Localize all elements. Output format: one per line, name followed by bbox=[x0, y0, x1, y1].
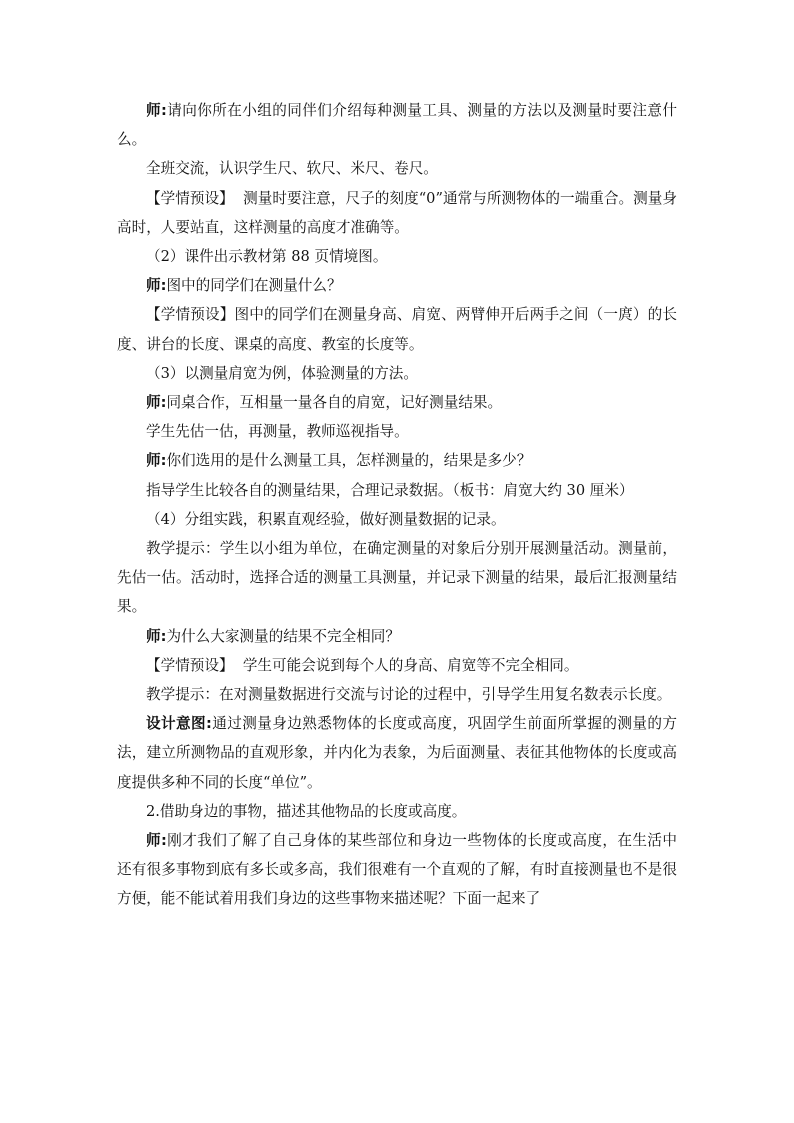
paragraph-text: 学生先估一估，再测量，教师巡视指导。 bbox=[146, 423, 409, 441]
paragraph-text: 请向你所在小组的同伴们介绍每种测量工具、测量的方法以及测量时要注意什么。 bbox=[117, 102, 677, 149]
speaker-label: 设计意图: bbox=[146, 715, 212, 733]
paragraph-text: 图中的同学们在测量什么？ bbox=[166, 277, 342, 295]
speaker-label: 师: bbox=[146, 102, 167, 119]
paragraph-text: 通过测量身边熟悉物体的长度或高度，巩固学生前面所掌握的测量的方法，建立所测物品的直观形象，并内化为表象，为后面测量、表征其他物体的长度或高度提供多种不同的长度“单位”。 bbox=[117, 715, 677, 791]
paragraph-text: 为什么大家测量的结果不完全相同？ bbox=[166, 627, 400, 645]
paragraph-text: 教学提示：在对测量数据进行交流与讨论的过程中，引导学生用复名数表示长度。 bbox=[146, 686, 672, 704]
speaker-label: 师: bbox=[146, 277, 167, 295]
paragraph bbox=[117, 622, 677, 651]
paragraph-text: 【学情预设】 测量时要注意，尺子的刻度“0”通常与所测物体的一端重合。测量身高时，人要站直，这样测量的高度才准确等。 bbox=[117, 189, 677, 236]
document-page bbox=[117, 96, 677, 914]
paragraph-text: （3）以测量肩宽为例，体验测量的方法。 bbox=[146, 364, 418, 382]
paragraph bbox=[117, 359, 677, 388]
paragraph bbox=[117, 388, 677, 417]
paragraph bbox=[117, 476, 677, 505]
speaker-label: 师: bbox=[146, 394, 167, 412]
paragraph bbox=[117, 826, 677, 914]
paragraph-text: 全班交流，认识学生尺、软尺、米尺、卷尺。 bbox=[146, 160, 438, 178]
paragraph-text: 【学情预设】图中的同学们在测量身高、肩宽、两臂伸开后两手之间（一庹）的长度、讲台的长度、课桌的高度、教室的长度等。 bbox=[117, 306, 677, 353]
paragraph bbox=[117, 184, 677, 242]
paragraph bbox=[117, 300, 677, 358]
speaker-label: 师: bbox=[146, 627, 167, 645]
paragraph bbox=[117, 709, 677, 797]
paragraph-text: 【学情预设】 学生可能会说到每个人的身高、肩宽等不完全相同。 bbox=[146, 656, 579, 674]
speaker-label: 师: bbox=[146, 832, 167, 850]
paragraph bbox=[117, 797, 677, 826]
paragraph bbox=[117, 680, 677, 709]
paragraph-text: 教学提示：学生以小组为单位，在确定测量的对象后分别开展测量活动。测量前，先估一估。活动时，选择合适的测量工具测量，并记录下测量的结果，最后汇报测量结果。 bbox=[117, 540, 677, 616]
paragraph bbox=[117, 651, 677, 680]
paragraph-text: （2）课件出示教材第 88 页情境图。 bbox=[146, 248, 388, 266]
paragraph-text: （4）分组实践，积累直观经验，做好测量数据的记录。 bbox=[146, 510, 506, 528]
paragraph bbox=[117, 96, 677, 154]
paragraph bbox=[117, 271, 677, 300]
paragraph bbox=[117, 446, 677, 475]
paragraph bbox=[117, 534, 677, 622]
paragraph-text: 你们选用的是什么测量工具，怎样测量的，结果是多少？ bbox=[166, 452, 532, 470]
paragraph bbox=[117, 242, 677, 271]
paragraph-text: 同桌合作，互相量一量各自的肩宽，记好测量结果。 bbox=[166, 394, 503, 412]
speaker-label: 师: bbox=[146, 452, 167, 470]
paragraph-text: 刚才我们了解了自己身体的某些部位和身边一些物体的长度或高度，在生活中还有很多事物到底有多长或多高，我们很难有一个直观的了解，有时直接测量也不是很方便，能不能试着用我们身边的这些事物来描述呢？下面一起来了 bbox=[117, 832, 677, 908]
paragraph bbox=[117, 154, 677, 183]
paragraph bbox=[117, 505, 677, 534]
paragraph-text: 2.借助身边的事物，描述其他物品的长度或高度。 bbox=[146, 802, 467, 820]
paragraph-text: 指导学生比较各自的测量结果，合理记录数据。（板书：肩宽大约 30 厘米） bbox=[146, 481, 634, 499]
paragraph bbox=[117, 417, 677, 446]
